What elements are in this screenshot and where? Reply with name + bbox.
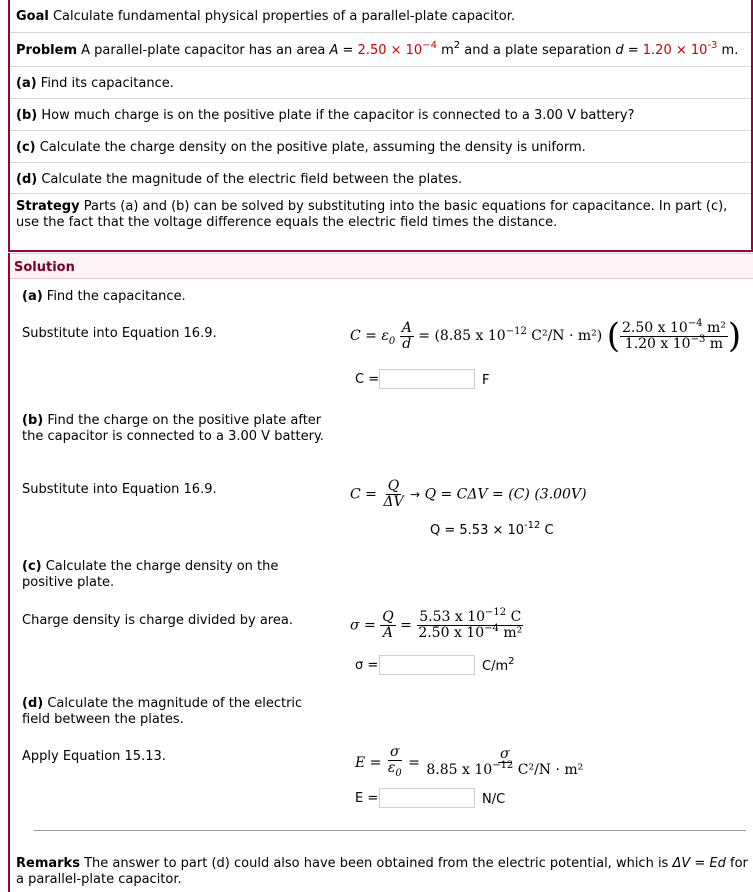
goal-label: Goal [16, 9, 49, 24]
capacitance-answer-input[interactable] [379, 369, 475, 389]
solution-panel [8, 253, 753, 892]
divider [10, 32, 751, 33]
solution-header [10, 253, 753, 279]
part-a-question: (a) Find its capacitance. [16, 76, 174, 91]
charge-density-equation: σ = $\frac{Q}{A}$ = $\frac{5.53 x 10^{-12} C}{2.50 x 10^{-4} m^2}$ [350, 607, 523, 641]
equals: = [338, 43, 358, 58]
separation-variable: d [615, 43, 624, 58]
divider [10, 66, 751, 67]
electric-field-answer-label: E = [355, 791, 379, 806]
separation-unit: m. [717, 43, 739, 58]
divider [10, 98, 751, 99]
charge-density-answer-input[interactable] [379, 655, 475, 675]
solution-d-step: Apply Equation 15.13. [22, 749, 166, 764]
problem-label: Problem [16, 43, 77, 58]
part-c-question: (c) Calculate the charge density on the positive plate, assuming the density is uniform. [16, 140, 586, 155]
capacitance-answer-unit: F [482, 373, 490, 388]
charge-result: $Q = 5.53 \times 10^{-12}$ C [430, 520, 554, 538]
remarks-text: Remarks The answer to part (d) could also have been obtained from the electric potential, which is ΔV = Ed for a parallel-plate capacitor. [16, 856, 748, 887]
strategy-text: Strategy Parts (a) and (b) can be solved by substituting into the basic equations for capacitance. In part (c), use the fact that the voltage difference equals the electric field times the distance. [16, 199, 728, 230]
problem-panel [8, 0, 753, 252]
area-value: $2.50 \times 10^{-4}$ [357, 40, 437, 58]
part-d-question: (d) Calculate the magnitude of the electric field between the plates. [16, 172, 463, 187]
solution-b-prompt: (b) Find the charge on the positive plate after the capacitor is connected to a 3.00 V battery. [22, 413, 324, 444]
solution-d-prompt: (d) Calculate the magnitude of the electric field between the plates. [22, 696, 303, 727]
goal-line [16, 9, 745, 24]
electric-field-equation: E = $\frac{\sigma}{\varepsilon_0}$ = $\frac{\sigma}{8.85 x 10^{-12} C^2/N \cdot m^2}$ [355, 744, 584, 779]
electric-field-answer-input[interactable] [379, 788, 475, 808]
solution-title: Solution [14, 260, 75, 275]
separation-value: $1.20 \times 10^{-3}$ [642, 40, 718, 58]
area-variable: A [329, 43, 339, 58]
capacitance-answer-label: C = [355, 372, 380, 387]
solution-b-step: Substitute into Equation 16.9. [22, 482, 217, 497]
problem-text-2: and a plate separation [460, 43, 616, 58]
goal-text: Calculate fundamental physical properties of a parallel-plate capacitor. [48, 9, 516, 24]
problem-line: Problem A parallel-plate capacitor has an area $A = 2.50 \times 10^{-4}$ $m^2$ and a plate separation $d = 1.20 \times 10^{-3}$ m. [16, 40, 739, 58]
charge-density-answer-label: σ = [355, 658, 379, 673]
electric-field-answer-unit: N/C [482, 792, 506, 807]
solution-a-step: Substitute into Equation 16.9. [22, 326, 217, 341]
solution-c-step: Charge density is charge divided by area. [22, 613, 293, 628]
divider [10, 162, 751, 163]
solution-a-prompt: (a) Find the capacitance. [22, 289, 186, 304]
area-unit: m [436, 43, 454, 58]
capacitance-equation: $C = \varepsilon_0$ $\frac{A}{d}$ = (8.85 x $10^{-12}$ C²/N · m²) ( $\frac{2.50 x 10^{-4} m^2}{1.20 x 10^{-3} m}$ ) [350, 316, 742, 356]
problem-text-1: A parallel-plate capacitor has an area [77, 43, 330, 58]
solution-c-prompt: (c) Calculate the charge density on the positive plate. [22, 559, 279, 590]
charge-density-answer-unit: $C/m^2$ [482, 656, 515, 674]
divider [34, 830, 746, 831]
divider [10, 193, 751, 194]
charge-equation: C = $\frac{Q}{\Delta V}$ → Q = CΔV = (C) (3.00V) [350, 478, 587, 510]
part-b-question: (b) How much charge is on the positive plate if the capacitor is connected to a 3.00 V battery? [16, 108, 635, 123]
divider [10, 130, 751, 131]
